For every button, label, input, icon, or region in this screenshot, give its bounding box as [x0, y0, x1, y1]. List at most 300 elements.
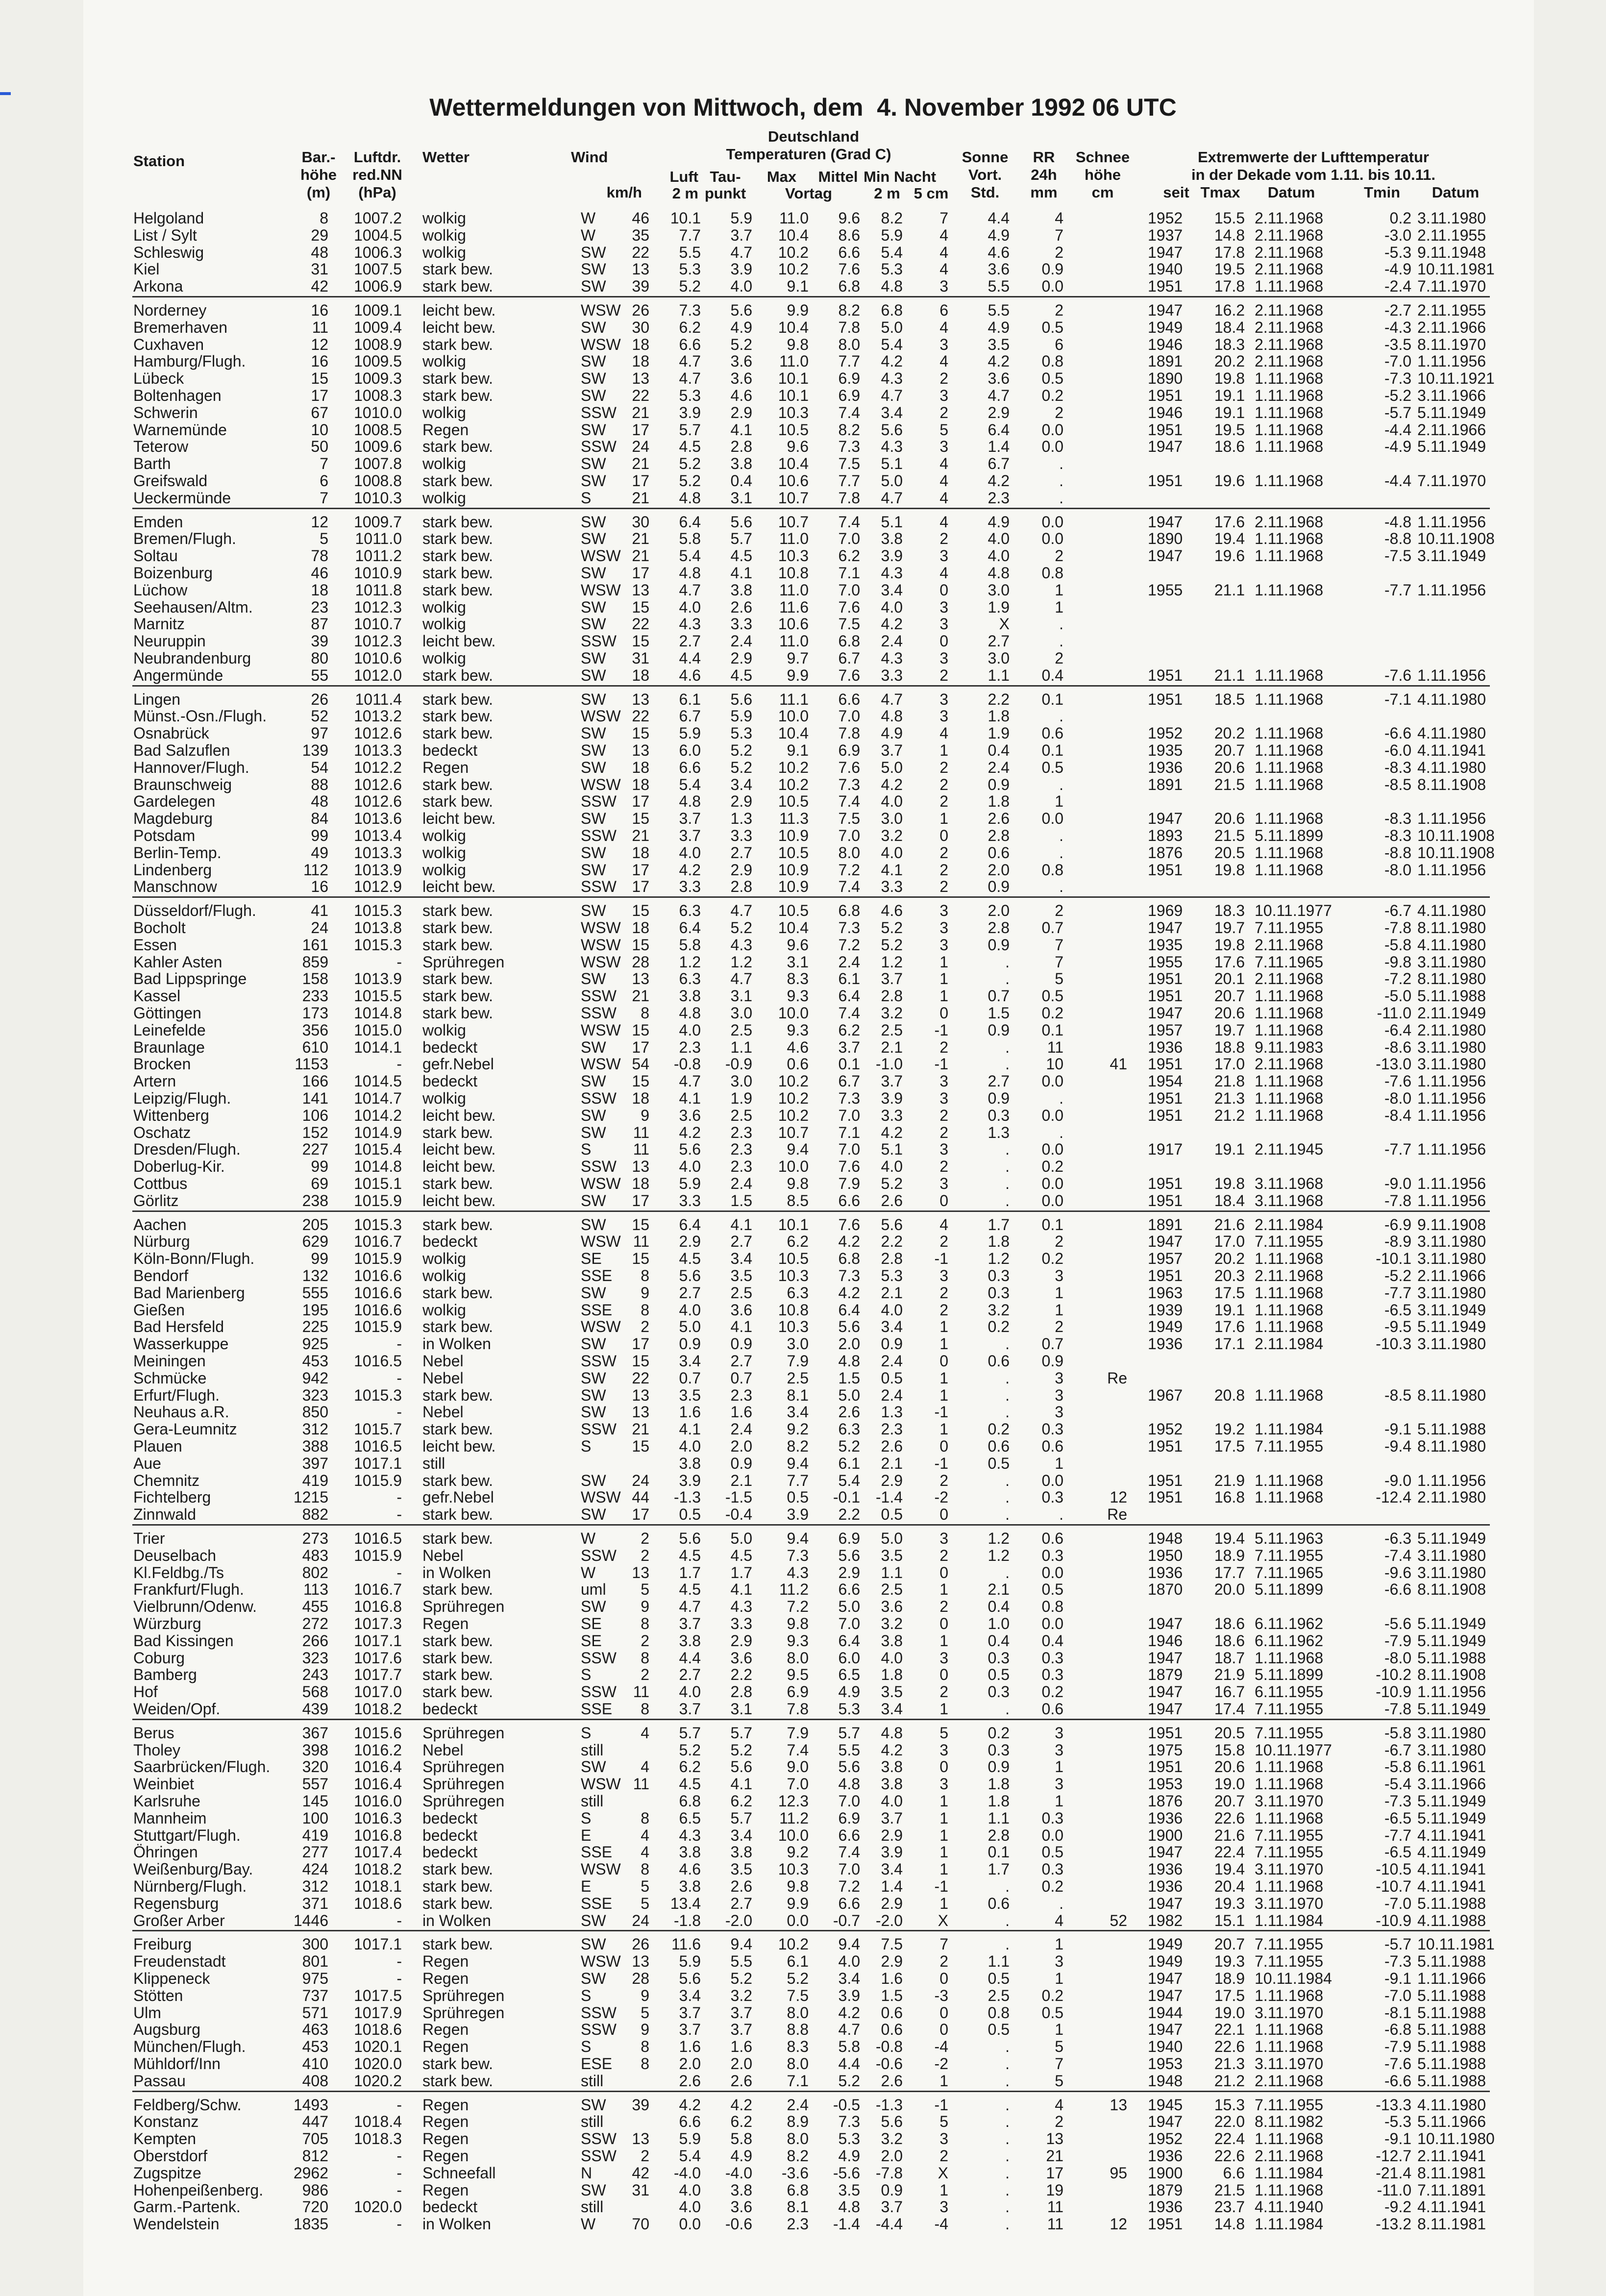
- cell-nacht: 3: [899, 650, 948, 667]
- cell-barhoehe: 24: [274, 919, 328, 936]
- cell-luft: 4.2: [652, 2097, 701, 2113]
- cell-luftdruck: 1017.1: [338, 1936, 402, 1952]
- cell-luft: 1.7: [652, 1564, 701, 1581]
- cell-max: 7.4: [760, 1742, 809, 1758]
- cell-max: 10.0: [760, 1827, 809, 1844]
- cell-luftdruck: 1015.1: [338, 1175, 402, 1192]
- cell-min: 5.0: [854, 319, 903, 336]
- cell-wetter: bedeckt: [422, 1039, 569, 1056]
- cell-tmin: -7.7: [1358, 582, 1411, 598]
- cell-sonne: .: [961, 2055, 1010, 2072]
- cell-wind-kmh: 2: [600, 1632, 649, 1649]
- cell-datum-max: 3.11.1970: [1255, 2055, 1343, 2072]
- cell-station: Wittenberg: [133, 1107, 295, 1124]
- cell-luftdruck: 1017.6: [338, 1650, 402, 1666]
- cell-schnee: Re: [1073, 1506, 1127, 1523]
- cell-datum-min: 4.11.1980: [1417, 902, 1515, 919]
- cell-luftdruck: 1018.1: [338, 1878, 402, 1895]
- cell-datum-min: 3.11.1980: [1417, 1547, 1515, 1564]
- cell-wind-kmh: 26: [600, 1936, 649, 1952]
- cell-mittel: 7.6: [811, 261, 860, 277]
- cell-luft: 10.1: [652, 210, 701, 226]
- cell-wetter: in Wolken: [422, 1564, 569, 1581]
- cell-max: 6.2: [760, 1233, 809, 1250]
- cell-taupunkt: 3.4: [703, 1827, 752, 1844]
- table-row: [0, 2038, 1606, 2055]
- cell-datum-max: 1.11.1968: [1255, 1022, 1343, 1038]
- cell-luftdruck: 1009.7: [338, 514, 402, 530]
- cell-station: Artern: [133, 1073, 295, 1089]
- cell-barhoehe: 323: [274, 1650, 328, 1666]
- cell-tmax: 21.6: [1191, 1827, 1245, 1844]
- table-row: [0, 599, 1606, 616]
- cell-luftdruck: -: [338, 2165, 402, 2181]
- cell-rr: 0.0: [1014, 1192, 1063, 1209]
- cell-luft: 3.8: [652, 1844, 701, 1860]
- cell-seit: 1951: [1148, 691, 1207, 708]
- cell-sonne: 0.9: [961, 1022, 1010, 1038]
- cell-luft: 3.8: [652, 1878, 701, 1895]
- cell-wind-richtung: SW: [581, 1598, 630, 1615]
- header-station: Station: [133, 153, 185, 170]
- header-mittel: Mittel: [814, 169, 863, 185]
- cell-barhoehe: 39: [274, 633, 328, 649]
- cell-station: Schmücke: [133, 1370, 295, 1386]
- cell-datum-max: 3.11.1970: [1255, 1895, 1343, 1912]
- cell-datum-max: 3.11.1970: [1255, 1793, 1343, 1809]
- cell-wetter: stark bew.: [422, 970, 569, 987]
- cell-rr: .: [1014, 455, 1063, 472]
- cell-rr: 1: [1014, 1793, 1063, 1809]
- cell-rr: 0.0: [1014, 1175, 1063, 1192]
- cell-barhoehe: 439: [274, 1701, 328, 1717]
- cell-station: Soltau: [133, 547, 295, 564]
- cell-taupunkt: 4.7: [703, 970, 752, 987]
- cell-datum-max: 2.11.1984: [1255, 1216, 1343, 1233]
- cell-wetter: stark bew.: [422, 1387, 569, 1404]
- cell-datum-max: 1.11.1984: [1255, 2165, 1343, 2181]
- cell-wind-richtung: SW: [581, 902, 630, 919]
- cell-tmin: -8.0: [1358, 862, 1411, 878]
- cell-tmax: 18.9: [1191, 1970, 1245, 1987]
- cell-luft: 5.3: [652, 387, 701, 404]
- cell-nacht: 2: [899, 1233, 948, 1250]
- cell-sonne: .: [961, 2073, 1010, 2089]
- cell-max: 0.6: [760, 1056, 809, 1072]
- cell-station: Essen: [133, 937, 295, 953]
- cell-wind-kmh: 2: [600, 2148, 649, 2164]
- cell-wind-kmh: 42: [600, 2165, 649, 2181]
- header-rr-1: RR: [1014, 149, 1073, 166]
- cell-sonne: 2.0: [961, 862, 1010, 878]
- cell-wind-kmh: 18: [600, 336, 649, 353]
- cell-tmax: 20.7: [1191, 1936, 1245, 1952]
- cell-datum-min: 8.11.1970: [1417, 336, 1515, 353]
- cell-datum-min: 2.11.1949: [1417, 1005, 1515, 1021]
- cell-nacht: 5: [899, 2113, 948, 2130]
- cell-barhoehe: 483: [274, 1547, 328, 1564]
- cell-barhoehe: 320: [274, 1758, 328, 1775]
- cell-luftdruck: 1012.6: [338, 776, 402, 793]
- cell-station: Bremen/Flugh.: [133, 530, 295, 547]
- cell-wind-kmh: 17: [600, 793, 649, 810]
- cell-wind-richtung: still: [581, 2198, 630, 2215]
- cell-taupunkt: 5.6: [703, 514, 752, 530]
- cell-min: 3.2: [854, 2130, 903, 2147]
- cell-seit: 1946: [1148, 404, 1207, 421]
- cell-tmin: -5.2: [1358, 387, 1411, 404]
- cell-luft: -1.3: [652, 1489, 701, 1506]
- cell-max: 7.8: [760, 1701, 809, 1717]
- cell-nacht: 4: [899, 565, 948, 581]
- cell-tmin: -8.9: [1358, 1233, 1411, 1250]
- cell-luftdruck: 1014.8: [338, 1158, 402, 1175]
- cell-rr: .: [1014, 827, 1063, 844]
- cell-nacht: 0: [899, 827, 948, 844]
- cell-wetter: stark bew.: [422, 1581, 569, 1598]
- cell-datum-min: 5.11.1988: [1417, 988, 1515, 1004]
- cell-max: 10.3: [760, 547, 809, 564]
- cell-luftdruck: 1020.0: [338, 2198, 402, 2215]
- table-row: [0, 633, 1606, 649]
- cell-wind-richtung: SW: [581, 319, 630, 336]
- cell-min: 5.1: [854, 514, 903, 530]
- cell-taupunkt: 3.0: [703, 1073, 752, 1089]
- cell-tmin: -4.4: [1358, 421, 1411, 438]
- cell-nacht: 2: [899, 844, 948, 861]
- cell-barhoehe: 106: [274, 1107, 328, 1124]
- cell-wetter: leicht bew.: [422, 319, 569, 336]
- cell-sonne: 0.3: [961, 1742, 1010, 1758]
- cell-wind-richtung: SW: [581, 1912, 630, 1929]
- cell-min: 5.4: [854, 244, 903, 261]
- cell-rr: 0.5: [1014, 988, 1063, 1004]
- table-row: [0, 937, 1606, 953]
- cell-datum-max: 1.11.1968: [1255, 2182, 1343, 2198]
- cell-station: Berlin-Temp.: [133, 844, 295, 861]
- cell-taupunkt: 3.8: [703, 1844, 752, 1860]
- cell-luft: 6.4: [652, 514, 701, 530]
- cell-station: Meiningen: [133, 1353, 295, 1369]
- cell-max: 10.2: [760, 244, 809, 261]
- cell-tmin: -6.6: [1358, 2073, 1411, 2089]
- cell-seit: 1951: [1148, 278, 1207, 295]
- cell-tmin: -12.4: [1358, 1489, 1411, 1506]
- cell-wetter: stark bew.: [422, 1878, 569, 1895]
- cell-wind-kmh: 13: [600, 1953, 649, 1970]
- cell-seit: 1952: [1148, 2130, 1207, 2147]
- cell-mittel: 6.8: [811, 278, 860, 295]
- cell-wetter: stark bew.: [422, 1632, 569, 1649]
- cell-wind-kmh: 15: [600, 725, 649, 741]
- cell-rr: 3: [1014, 1742, 1063, 1758]
- cell-tmin: -7.7: [1358, 1284, 1411, 1301]
- cell-mittel: 5.6: [811, 1547, 860, 1564]
- cell-luft: 5.2: [652, 455, 701, 472]
- cell-max: 11.0: [760, 633, 809, 649]
- cell-barhoehe: 398: [274, 1742, 328, 1758]
- cell-max: 2.3: [760, 2216, 809, 2232]
- cell-datum-min: 4.11.1941: [1417, 1861, 1515, 1877]
- cell-datum-min: 5.11.1988: [1417, 1421, 1515, 1437]
- cell-sonne: 2.3: [961, 490, 1010, 506]
- cell-barhoehe: 371: [274, 1895, 328, 1912]
- cell-datum-max: 1.11.1968: [1255, 988, 1343, 1004]
- cell-station: Aue: [133, 1455, 295, 1472]
- cell-luftdruck: 1009.6: [338, 438, 402, 455]
- cell-wind-richtung: still: [581, 2073, 630, 2089]
- cell-luft: 6.6: [652, 2113, 701, 2130]
- cell-nacht: 1: [899, 1370, 948, 1386]
- cell-sonne: 5.5: [961, 302, 1010, 319]
- cell-luftdruck: -: [338, 1056, 402, 1072]
- cell-mittel: 7.6: [811, 667, 860, 684]
- cell-nacht: 2: [899, 1158, 948, 1175]
- cell-barhoehe: 113: [274, 1581, 328, 1598]
- table-row: [0, 1861, 1606, 1877]
- cell-luft: 4.8: [652, 793, 701, 810]
- cell-tmax: 21.3: [1191, 1090, 1245, 1107]
- cell-nacht: 2: [899, 1683, 948, 1700]
- cell-min: 3.9: [854, 547, 903, 564]
- cell-min: 2.2: [854, 1233, 903, 1250]
- cell-wetter: stark bew.: [422, 776, 569, 793]
- cell-barhoehe: 273: [274, 1530, 328, 1547]
- cell-taupunkt: 2.9: [703, 650, 752, 667]
- cell-rr: .: [1014, 1124, 1063, 1141]
- cell-rr: 1: [1014, 1936, 1063, 1952]
- cell-min: 4.8: [854, 1725, 903, 1741]
- cell-mittel: 6.4: [811, 988, 860, 1004]
- cell-max: 6.8: [760, 2182, 809, 2198]
- cell-max: 10.2: [760, 261, 809, 277]
- cell-min: 6.8: [854, 302, 903, 319]
- cell-mittel: 3.9: [811, 1987, 860, 2004]
- cell-wetter: Nebel: [422, 1353, 569, 1369]
- cell-barhoehe: 571: [274, 2004, 328, 2021]
- cell-tmax: 6.6: [1191, 2165, 1245, 2181]
- cell-nacht: 3: [899, 1141, 948, 1158]
- cell-sonne: 0.9: [961, 1758, 1010, 1775]
- cell-barhoehe: 173: [274, 1005, 328, 1021]
- cell-schnee: 12: [1073, 2216, 1127, 2232]
- cell-max: 2.4: [760, 2097, 809, 2113]
- cell-wind-kmh: 28: [600, 1970, 649, 1987]
- cell-tmin: -13.2: [1358, 2216, 1411, 2232]
- cell-wind-richtung: SSW: [581, 2148, 630, 2164]
- cell-barhoehe: 986: [274, 2182, 328, 2198]
- cell-min: 0.6: [854, 2021, 903, 2038]
- cell-seit: 1940: [1148, 2038, 1207, 2055]
- cell-barhoehe: 195: [274, 1302, 328, 1318]
- cell-datum-min: 4.11.1941: [1417, 2198, 1515, 2215]
- cell-station: Bad Marienberg: [133, 1284, 295, 1301]
- cell-taupunkt: 1.7: [703, 1564, 752, 1581]
- cell-wind-richtung: SW: [581, 862, 630, 878]
- cell-mittel: 7.6: [811, 1216, 860, 1233]
- header-bar-1: Bar.-: [294, 149, 343, 166]
- cell-taupunkt: 5.2: [703, 919, 752, 936]
- cell-luftdruck: 1018.3: [338, 2130, 402, 2147]
- cell-datum-min: 8.11.1981: [1417, 2216, 1515, 2232]
- cell-wind-richtung: ESE: [581, 2055, 630, 2072]
- cell-mittel: 7.6: [811, 599, 860, 616]
- cell-taupunkt: 3.7: [703, 2004, 752, 2021]
- cell-nacht: -4: [899, 2038, 948, 2055]
- cell-wind-kmh: 15: [600, 937, 649, 953]
- cell-taupunkt: 1.5: [703, 1192, 752, 1209]
- cell-max: 10.5: [760, 421, 809, 438]
- cell-min: 3.2: [854, 827, 903, 844]
- cell-taupunkt: -1.5: [703, 1489, 752, 1506]
- table-row: [0, 404, 1606, 421]
- cell-rr: 3: [1014, 1953, 1063, 1970]
- cell-barhoehe: 1153: [274, 1056, 328, 1072]
- cell-wind-richtung: SSW: [581, 1650, 630, 1666]
- cell-barhoehe: 26: [274, 691, 328, 708]
- cell-luftdruck: 1017.1: [338, 1632, 402, 1649]
- cell-max: 9.0: [760, 1758, 809, 1775]
- table-row: [0, 1250, 1606, 1267]
- cell-tmin: -6.6: [1358, 725, 1411, 741]
- cell-sonne: 0.5: [961, 1455, 1010, 1472]
- cell-luft: 5.2: [652, 278, 701, 295]
- cell-datum-min: 3.11.1949: [1417, 547, 1515, 564]
- cell-wind-richtung: E: [581, 1827, 630, 1844]
- cell-seit: 1939: [1148, 1302, 1207, 1318]
- cell-wind-richtung: WSW: [581, 1022, 630, 1038]
- header-sonne-2: Vort.: [956, 167, 1014, 183]
- cell-min: 1.6: [854, 1970, 903, 1987]
- cell-luftdruck: 1008.8: [338, 472, 402, 489]
- cell-barhoehe: 1215: [274, 1489, 328, 1506]
- cell-tmin: -2.7: [1358, 302, 1411, 319]
- cell-taupunkt: 3.1: [703, 490, 752, 506]
- table-row: [0, 1793, 1606, 1809]
- cell-mittel: 4.8: [811, 1776, 860, 1792]
- cell-seit: 1949: [1148, 1318, 1207, 1335]
- cell-max: 11.0: [760, 353, 809, 370]
- group-separator: [132, 508, 1490, 509]
- cell-wind-kmh: 2: [600, 1666, 649, 1683]
- cell-seit: 1900: [1148, 1827, 1207, 1844]
- cell-datum-max: 1.11.1968: [1255, 1250, 1343, 1267]
- cell-rr: 1: [1014, 599, 1063, 616]
- cell-station: Lüchow: [133, 582, 295, 598]
- cell-barhoehe: 16: [274, 302, 328, 319]
- cell-wetter: Nebel: [422, 1404, 569, 1420]
- cell-tmin: -8.3: [1358, 810, 1411, 827]
- cell-tmax: 17.8: [1191, 244, 1245, 261]
- cell-barhoehe: 610: [274, 1039, 328, 1056]
- cell-tmin: -5.7: [1358, 404, 1411, 421]
- cell-tmin: -5.8: [1358, 1725, 1411, 1741]
- cell-datum-max: 2.11.1968: [1255, 261, 1343, 277]
- table-row: [0, 1489, 1606, 1506]
- cell-datum-min: 1.11.1956: [1417, 862, 1515, 878]
- cell-station: Deuselbach: [133, 1547, 295, 1564]
- cell-luftdruck: 1006.9: [338, 278, 402, 295]
- cell-luftdruck: 1016.7: [338, 1233, 402, 1250]
- cell-datum-min: 4.11.1941: [1417, 1827, 1515, 1844]
- cell-min: 7.5: [854, 1936, 903, 1952]
- cell-sonne: 0.2: [961, 1421, 1010, 1437]
- cell-rr: 0.0: [1014, 438, 1063, 455]
- cell-taupunkt: 4.0: [703, 278, 752, 295]
- cell-station: Tholey: [133, 1742, 295, 1758]
- cell-nacht: 3: [899, 387, 948, 404]
- cell-taupunkt: 3.6: [703, 2198, 752, 2215]
- cell-nacht: 3: [899, 708, 948, 724]
- table-row: [0, 1404, 1606, 1420]
- cell-max: 9.2: [760, 1421, 809, 1437]
- cell-wetter: Schneefall: [422, 2165, 569, 2181]
- cell-min: 3.9: [854, 1090, 903, 1107]
- cell-taupunkt: 5.2: [703, 1742, 752, 1758]
- cell-luft: 4.0: [652, 844, 701, 861]
- cell-tmax: 16.2: [1191, 302, 1245, 319]
- cell-rr: .: [1014, 616, 1063, 632]
- cell-max: 2.5: [760, 1370, 809, 1386]
- cell-barhoehe: 1446: [274, 1912, 328, 1929]
- cell-wind-kmh: 21: [600, 988, 649, 1004]
- cell-barhoehe: 850: [274, 1404, 328, 1420]
- header-luft-1: Luft: [649, 169, 698, 185]
- cell-max: 10.5: [760, 844, 809, 861]
- cell-sonne: 4.4: [961, 210, 1010, 226]
- cell-luftdruck: 1012.0: [338, 667, 402, 684]
- cell-min: 4.2: [854, 1742, 903, 1758]
- cell-min: 4.1: [854, 862, 903, 878]
- cell-tmax: 20.6: [1191, 810, 1245, 827]
- cell-wetter: wolkig: [422, 244, 569, 261]
- cell-wind-richtung: SW: [581, 472, 630, 489]
- cell-wind-kmh: 11: [600, 1233, 649, 1250]
- cell-nacht: 3: [899, 438, 948, 455]
- cell-tmin: 0.2: [1358, 210, 1411, 226]
- table-row: [0, 370, 1606, 387]
- cell-wetter: Nebel: [422, 1742, 569, 1758]
- cell-max: 10.2: [760, 1090, 809, 1107]
- cell-wind-richtung: SW: [581, 810, 630, 827]
- cell-wind-richtung: SSW: [581, 1683, 630, 1700]
- cell-tmax: 17.5: [1191, 1987, 1245, 2004]
- cell-tmax: 19.1: [1191, 1141, 1245, 1158]
- cell-datum-min: 2.11.1941: [1417, 2148, 1515, 2164]
- cell-taupunkt: -2.0: [703, 1912, 752, 1929]
- cell-barhoehe: 158: [274, 970, 328, 987]
- cell-rr: 5: [1014, 2038, 1063, 2055]
- cell-tmin: -6.3: [1358, 1530, 1411, 1547]
- cell-tmax: 18.3: [1191, 902, 1245, 919]
- table-row: [0, 2004, 1606, 2021]
- cell-taupunkt: 4.7: [703, 244, 752, 261]
- cell-station: Bad Hersfeld: [133, 1318, 295, 1335]
- cell-tmax: 20.6: [1191, 1758, 1245, 1775]
- cell-sonne: 2.6: [961, 810, 1010, 827]
- cell-barhoehe: 629: [274, 1233, 328, 1250]
- cell-sonne: 4.0: [961, 530, 1010, 547]
- cell-tmin: -5.2: [1358, 1267, 1411, 1284]
- cell-mittel: 4.8: [811, 2198, 860, 2215]
- cell-barhoehe: 145: [274, 1793, 328, 1809]
- header-bar-2: höhe: [294, 167, 343, 183]
- table-row: [0, 776, 1606, 793]
- cell-luft: 4.2: [652, 862, 701, 878]
- cell-mittel: 2.2: [811, 1506, 860, 1523]
- cell-taupunkt: 2.1: [703, 1472, 752, 1489]
- cell-barhoehe: 139: [274, 742, 328, 759]
